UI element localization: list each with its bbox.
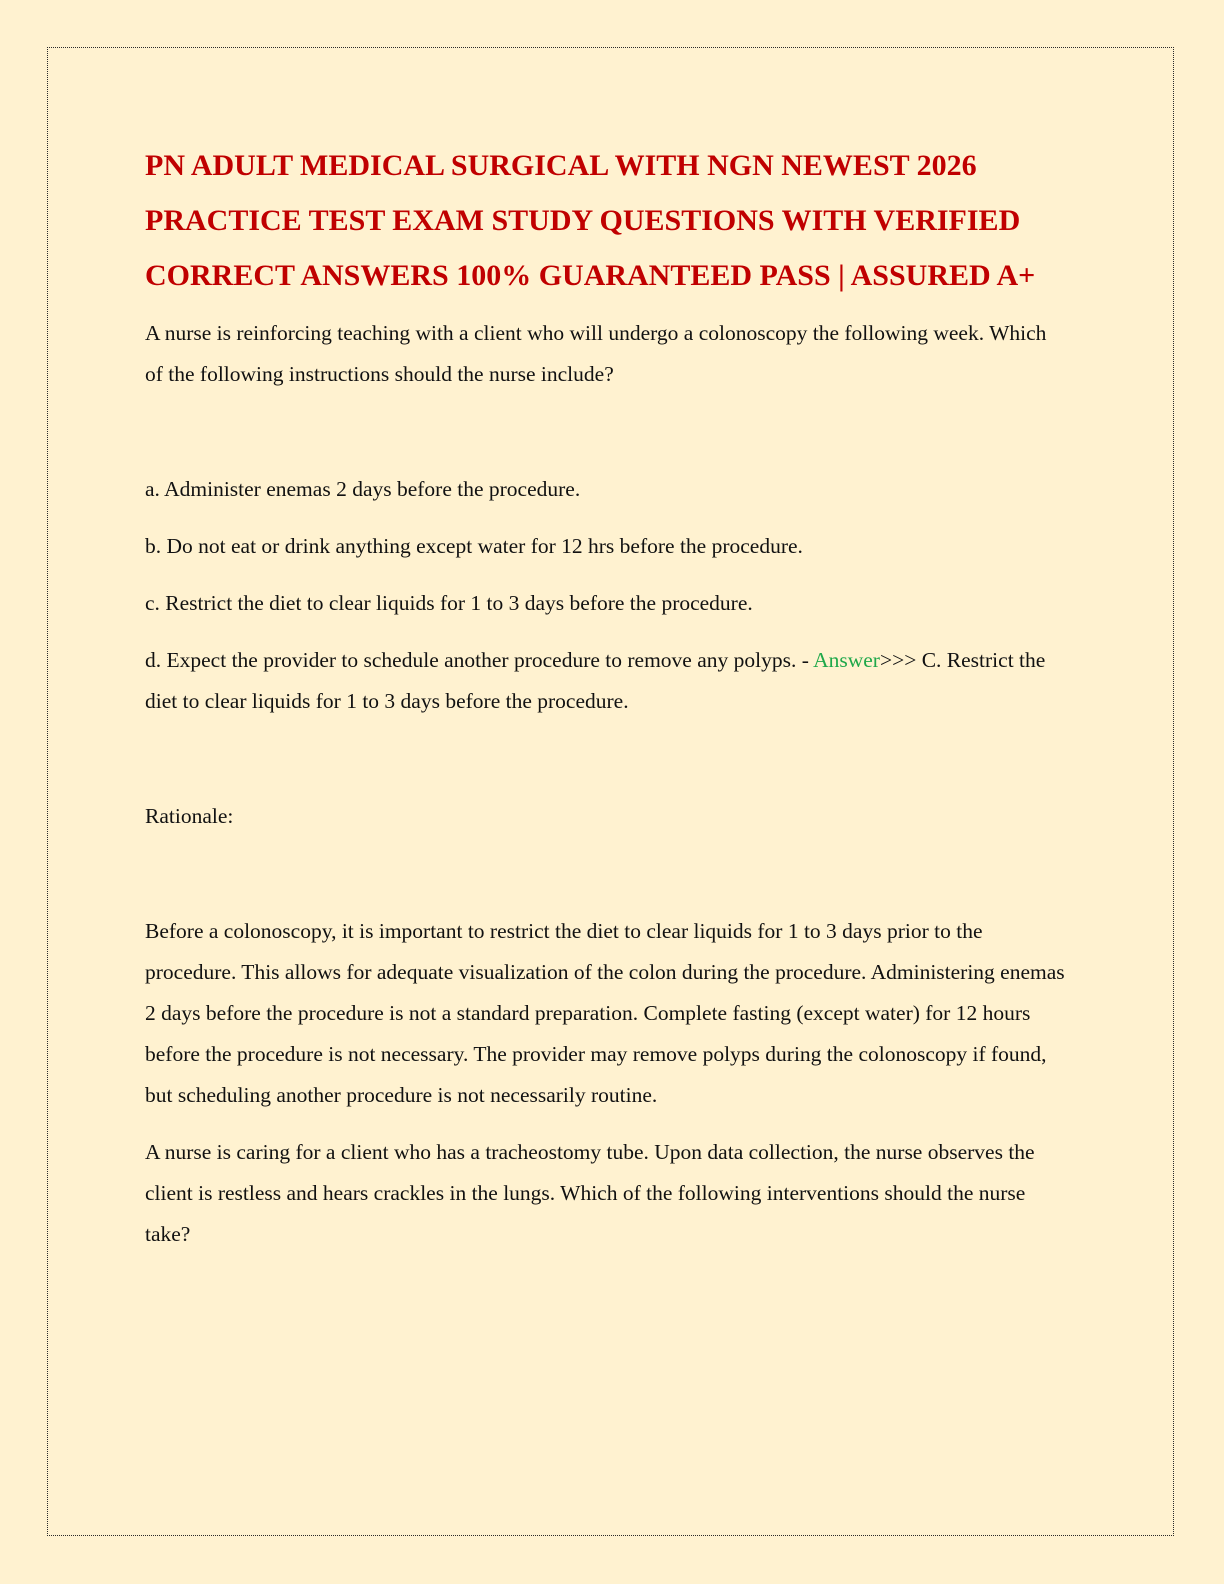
question-1-option-a: a. Administer enemas 2 days before the procedure. (145, 477, 581, 501)
document-content (145, 138, 1065, 1255)
question-1-option-c: c. Restrict the diet to clear liquids for 1 to 3 days before the procedure. (145, 591, 753, 615)
question-1-option-d: d. Expect the provider to schedule another procedure to remove any polyps. - (145, 648, 814, 672)
question-1-option-b: b. Do not eat or drink anything except water for 12 hrs before the procedure. (145, 534, 803, 558)
document-title: PN ADULT MEDICAL SURGICAL WITH NGN NEWEST 2026 PRACTICE TEST EXAM STUDY QUESTIONS WITH VERIFIED CORRECT ANSWERS 100% GUARANTEED PASS | ASSURED A+ (145, 149, 1036, 292)
question-1-option-d-with-answer (145, 640, 1065, 722)
question-2-stem: A nurse is caring for a client who has a tracheostomy tube. Upon data collection, the nurse observes the client is restless and hears crackles in the lungs. Which of the following interventions should the nurse take? (145, 1140, 1035, 1246)
correct-answer: >>> C. Restrict the diet to clear liquids for 1 to 3 days before the procedure. (145, 648, 1046, 713)
answer-label: Answer (813, 648, 880, 672)
question-1-stem: A nurse is reinforcing teaching with a client who will undergo a colonoscopy the following week. Which of the following instructions should the nurse include? (145, 321, 1047, 386)
rationale-heading: Rationale: (145, 804, 234, 828)
rationale-text: Before a colonoscopy, it is important to restrict the diet to clear liquids for 1 to 3 days prior to the procedure. This allows for adequate visualization of the colon during the procedure. Administering enemas 2 days before the procedure is not a standard preparation. Complete fasting (except water) for 12 hours before the procedure is not necessary. The provider may remove polyps during the colonoscopy if found, but scheduling another procedure is not necessarily routine. (145, 919, 1065, 1107)
